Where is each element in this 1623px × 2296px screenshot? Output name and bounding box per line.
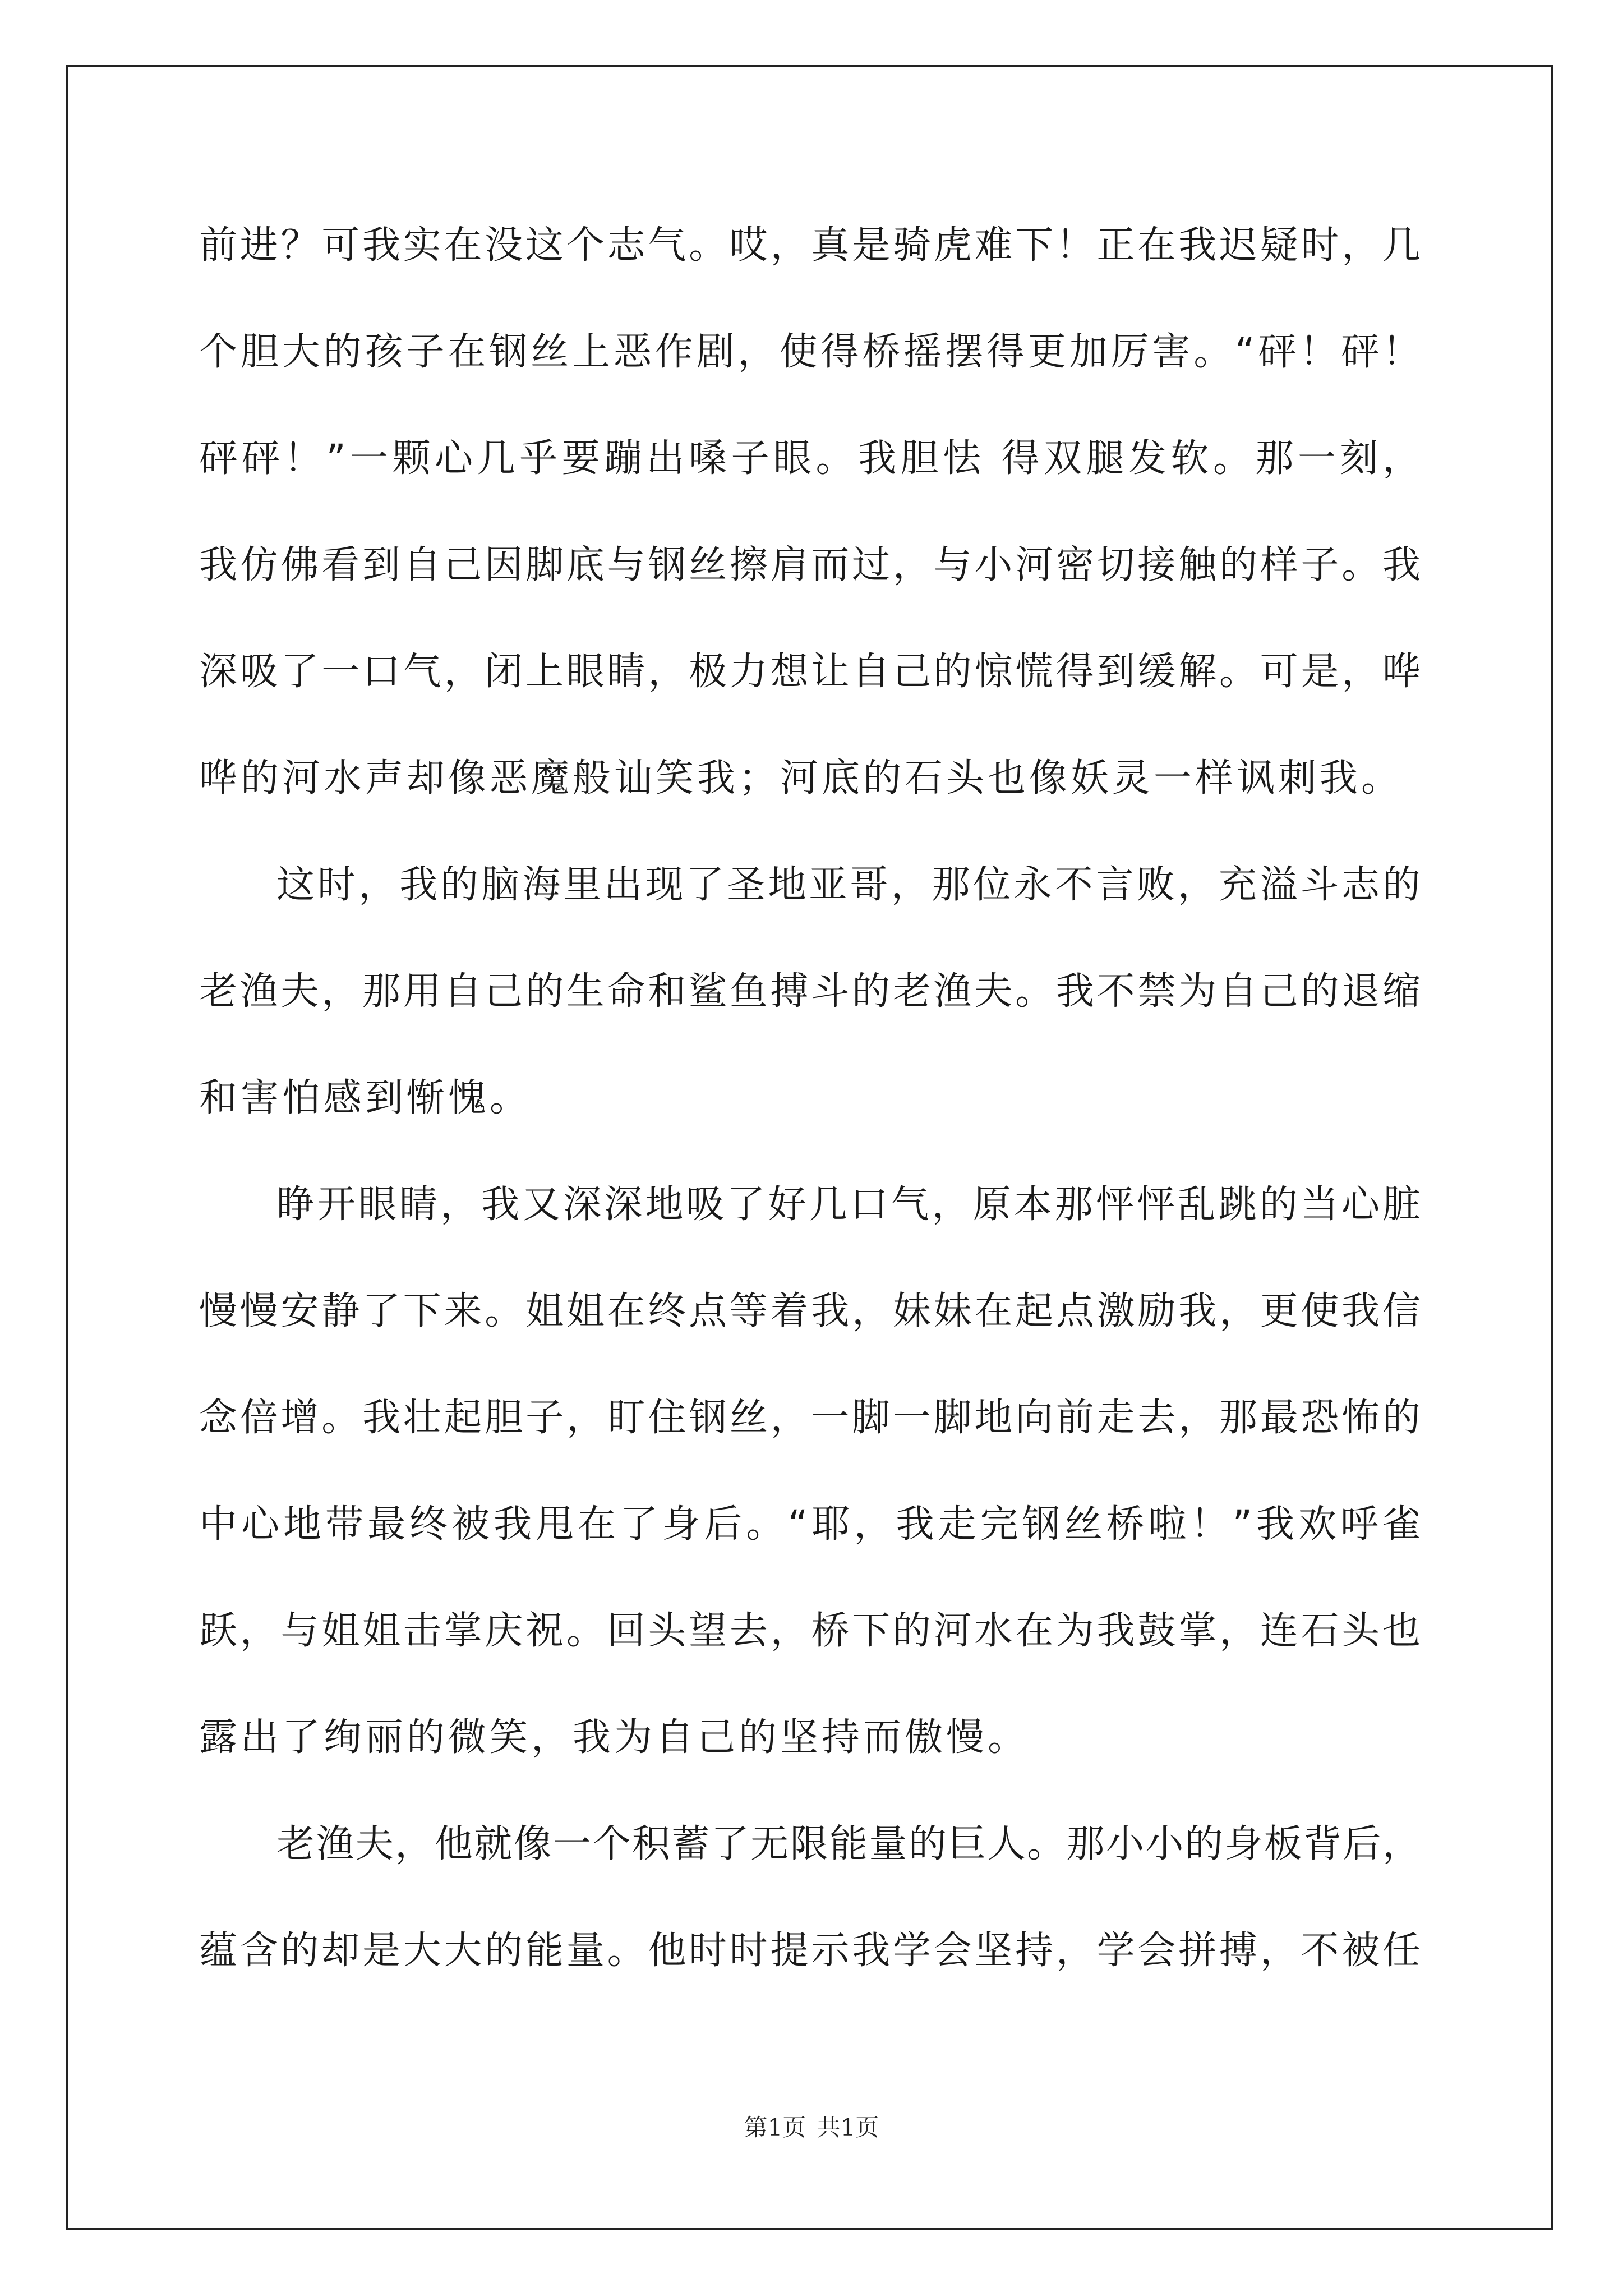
text-line: 露出了绚丽的微笑，我为自己的坚持而傲慢。 xyxy=(199,1715,1030,1760)
text-line: 老渔夫，他就像一个积蓄了无限能量的巨人。那小小的身板背后， xyxy=(276,1822,1421,1866)
text-line: 睁开眼睛，我又深深地吸了好几口气，原本那怦怦乱跳的当心脏 xyxy=(276,1182,1421,1227)
page-footer: 第1页 共1页 xyxy=(744,2114,879,2141)
text-line: 个胆大的孩子在钢丝上恶作剧，使得桥摇摆得更加厉害。“砰！砰！ xyxy=(199,330,1421,374)
text-line: 深吸了一口气，闭上眼睛，极力想让自己的惊慌得到缓解。可是，哗 xyxy=(199,650,1421,694)
text-line: 这时，我的脑海里出现了圣地亚哥，那位永不言败，充溢斗志的 xyxy=(276,863,1421,907)
document-body xyxy=(199,219,1421,2031)
text-line: 哗的河水声却像恶魔般讪笑我；河底的石头也像妖灵一样讽刺我。 xyxy=(199,756,1403,800)
text-line: 和害怕感到惭愧。 xyxy=(199,1076,532,1120)
text-line: 我仿佛看到自己因脚底与钢丝擦肩而过，与小河密切接触的样子。我 xyxy=(199,543,1421,587)
text-line: 前进？可我实在没这个志气。哎，真是骑虎难下！正在我迟疑时，几 xyxy=(199,223,1421,268)
text-line: 中心地带最终被我甩在了身后。“耶，我走完钢丝桥啦！”我欢呼雀 xyxy=(199,1502,1421,1547)
text-line: 念倍增。我壮起胆子，盯住钢丝，一脚一脚地向前走去，那最恐怖的 xyxy=(199,1396,1421,1440)
text-line: 砰砰！”一颗心几乎要蹦出嗓子眼。我胆怯 得双腿发软。那一刻， xyxy=(199,436,1421,481)
text-line: 跃，与姐姐击掌庆祝。回头望去，桥下的河水在为我鼓掌，连石头也 xyxy=(199,1609,1421,1653)
text-line: 蕴含的却是大大的能量。他时时提示我学会坚持，学会拼搏，不被任 xyxy=(199,1929,1421,1973)
text-line: 慢慢安静了下来。姐姐在终点等着我，妹妹在起点激励我，更使我信 xyxy=(199,1289,1421,1333)
text-line: 老渔夫，那用自己的生命和鲨鱼搏斗的老渔夫。我不禁为自己的退缩 xyxy=(199,969,1421,1014)
